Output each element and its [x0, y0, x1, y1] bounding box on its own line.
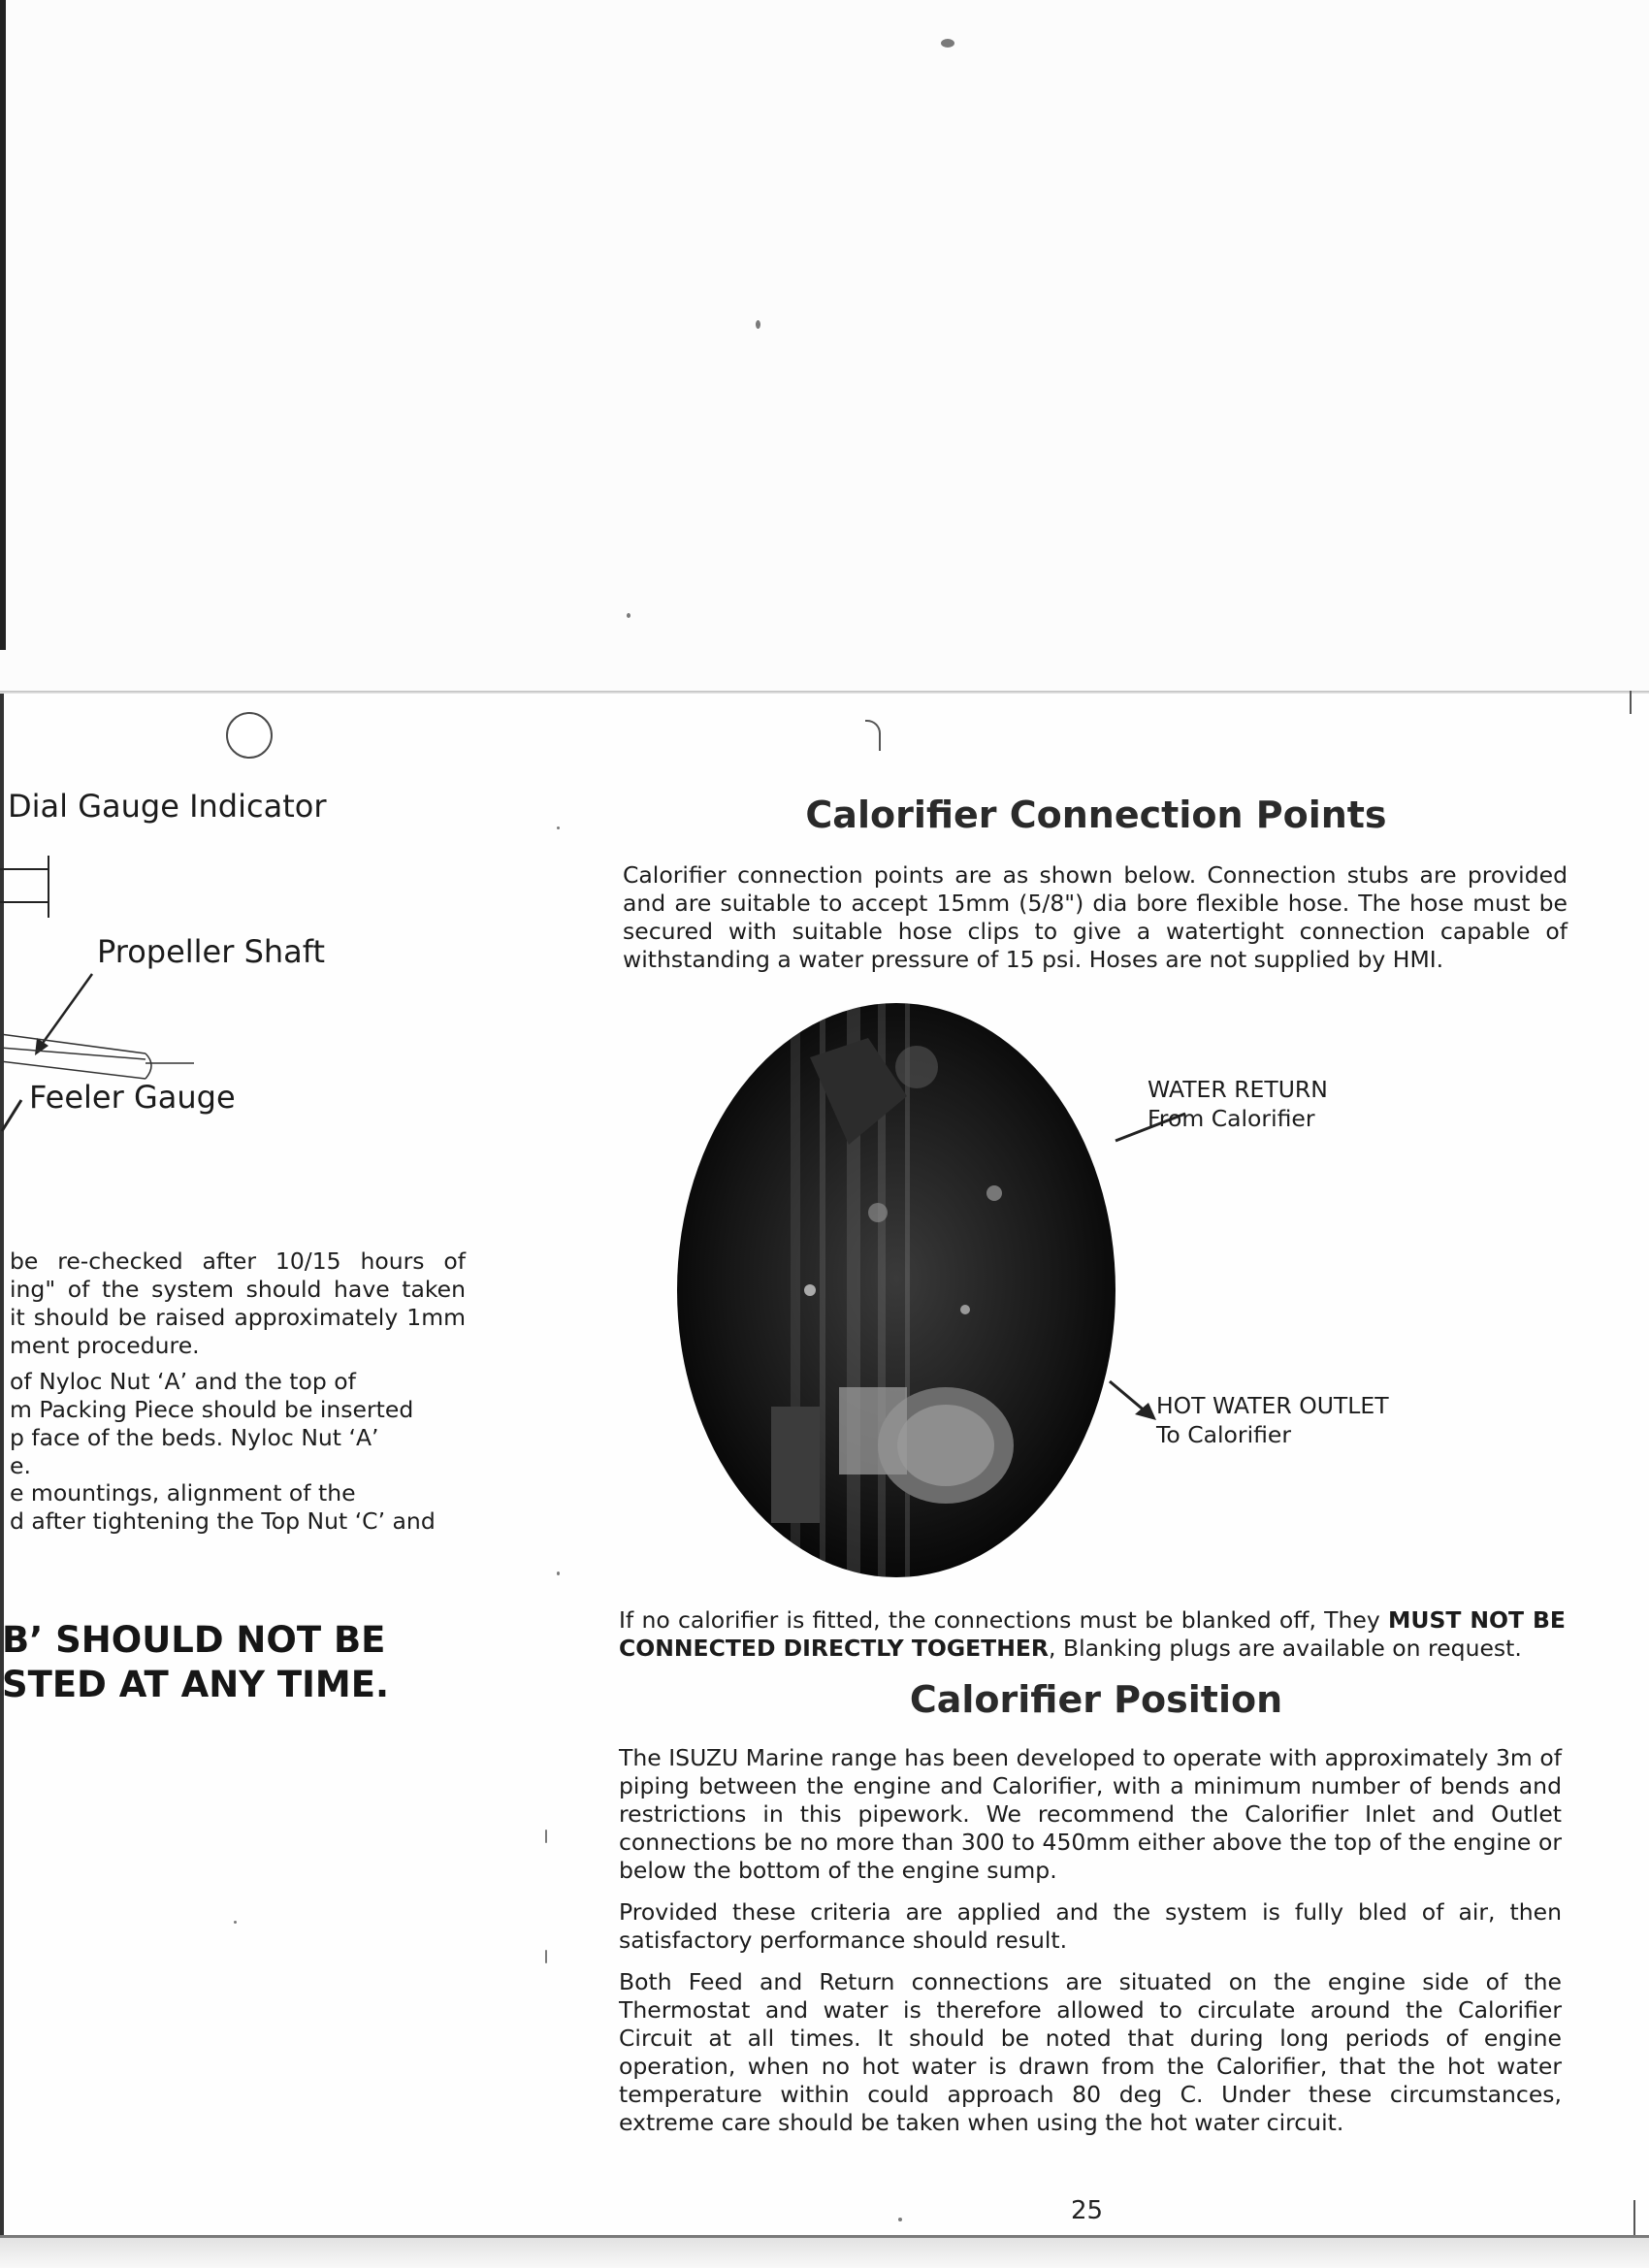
- water-return-callout: [1148, 1075, 1328, 1133]
- text-line: p face of the beds. Nyloc Nut ‘A’: [10, 1424, 379, 1451]
- left-paragraph-1: [10, 1247, 466, 1360]
- warning-line: B’ SHOULD NOT BE: [2, 1619, 386, 1661]
- speck: [545, 1830, 547, 1843]
- text-line: e.: [10, 1452, 31, 1479]
- page-edge-mark: [1630, 691, 1632, 714]
- punch-hole: [226, 712, 273, 759]
- blank-upper-sheet: [0, 0, 1649, 694]
- position-paragraph-1: The ISUZU Marine range has been developed to operate with approximately 3m of piping between the engine and Calorifier, with a minimum number of bends and restrictions in this pipework. We recommend the Calorifier Inlet and Outlet connections be no more than 300 to 450mm either above the top of the engine or below the bottom of the engine sump.: [619, 1744, 1562, 1884]
- callout-line: HOT WATER OUTLET: [1156, 1392, 1389, 1419]
- hot-water-outlet-arrow: [1106, 1376, 1164, 1424]
- feeler-gauge-pointer: [0, 1096, 29, 1137]
- position-paragraph-3: Both Feed and Return connections are situated on the engine side of the Thermostat and water is therefore allowed to circulate around the Calorifier Circuit at all times. It should be noted that during long periods of engine operation, when no hot water is drawn from the Calorifier, that the hot water temperature within could approach 80 deg C. Under these circumstances, extreme care should be taken when using the hot water circuit.: [619, 1968, 1562, 2136]
- speck: [545, 1950, 547, 1963]
- calorifier-connection-photo: [674, 999, 1118, 1581]
- connection-intro-paragraph: Calorifier connection points are as shown below. Connection stubs are provided and are suitable to accept 15mm (5/8") dia bore flexible hose. The hose must be secured with suitable hose clips to give a watertight connection capable of withstanding a water pressure of 15 psi. Hoses are not supplied by HMI.: [623, 861, 1568, 973]
- note-warning: MUST NOT BE CONNECTED DIRECTLY TOGETHER: [619, 1606, 1566, 1662]
- page-number: 25: [1071, 2196, 1104, 2225]
- callout-line: WATER RETURN: [1148, 1076, 1328, 1103]
- note-text: If no calorifier is fitted, the connections must be blanked off, They: [619, 1606, 1389, 1634]
- text-line: ment procedure.: [10, 1332, 200, 1359]
- callout-line: To Calorifier: [1156, 1421, 1292, 1448]
- calorifier-position-text: [619, 1744, 1562, 2151]
- position-paragraph-2: Provided these criteria are applied and the system is fully bled of air, then satisfactory performance should result.: [619, 1898, 1562, 1954]
- text-line: e mountings, alignment of the: [10, 1479, 356, 1507]
- text-line: be re-checked after 10/15 hours of: [10, 1247, 466, 1275]
- note-text: , Blanking plugs are available on request.: [1049, 1635, 1522, 1662]
- callout-line: From Calorifier: [1148, 1105, 1315, 1132]
- section-title-connection-points: Calorifier Connection Points: [805, 794, 1387, 836]
- speck: [234, 1921, 237, 1924]
- speck: [557, 1571, 560, 1575]
- page-bottom-shadow: [0, 2238, 1649, 2268]
- feeler-gauge-label: Feeler Gauge: [29, 1079, 236, 1116]
- hot-water-outlet-callout: [1156, 1391, 1389, 1449]
- text-line: it should be raised approximately 1mm: [10, 1304, 466, 1331]
- propeller-shaft-label: Propeller Shaft: [97, 933, 326, 970]
- text-line: ing" of the system should have taken: [10, 1276, 466, 1303]
- dial-gauge-bracket-drawing: [0, 854, 58, 923]
- left-paragraph-3: [10, 1479, 466, 1536]
- speck: [941, 39, 954, 48]
- speck: [898, 2218, 902, 2221]
- speck: [557, 826, 560, 829]
- warning-line: STED AT ANY TIME.: [2, 1664, 390, 1705]
- speck: [627, 613, 630, 618]
- page-edge-mark: [1633, 2200, 1635, 2235]
- text-line: d after tightening the Top Nut ‘C’ and: [10, 1507, 436, 1535]
- dial-gauge-label: Dial Gauge Indicator: [8, 788, 327, 825]
- text-line: m Packing Piece should be inserted: [10, 1396, 414, 1423]
- section-title-calorifier-position: Calorifier Position: [909, 1678, 1283, 1721]
- binding-edge: [0, 694, 4, 2268]
- speck: [756, 320, 760, 329]
- left-paragraph-2: [10, 1368, 466, 1480]
- binding-edge: [0, 0, 6, 650]
- no-calorifier-note: [619, 1606, 1566, 1663]
- left-warning: [2, 1618, 389, 1707]
- text-line: of Nyloc Nut ‘A’ and the top of: [10, 1368, 356, 1395]
